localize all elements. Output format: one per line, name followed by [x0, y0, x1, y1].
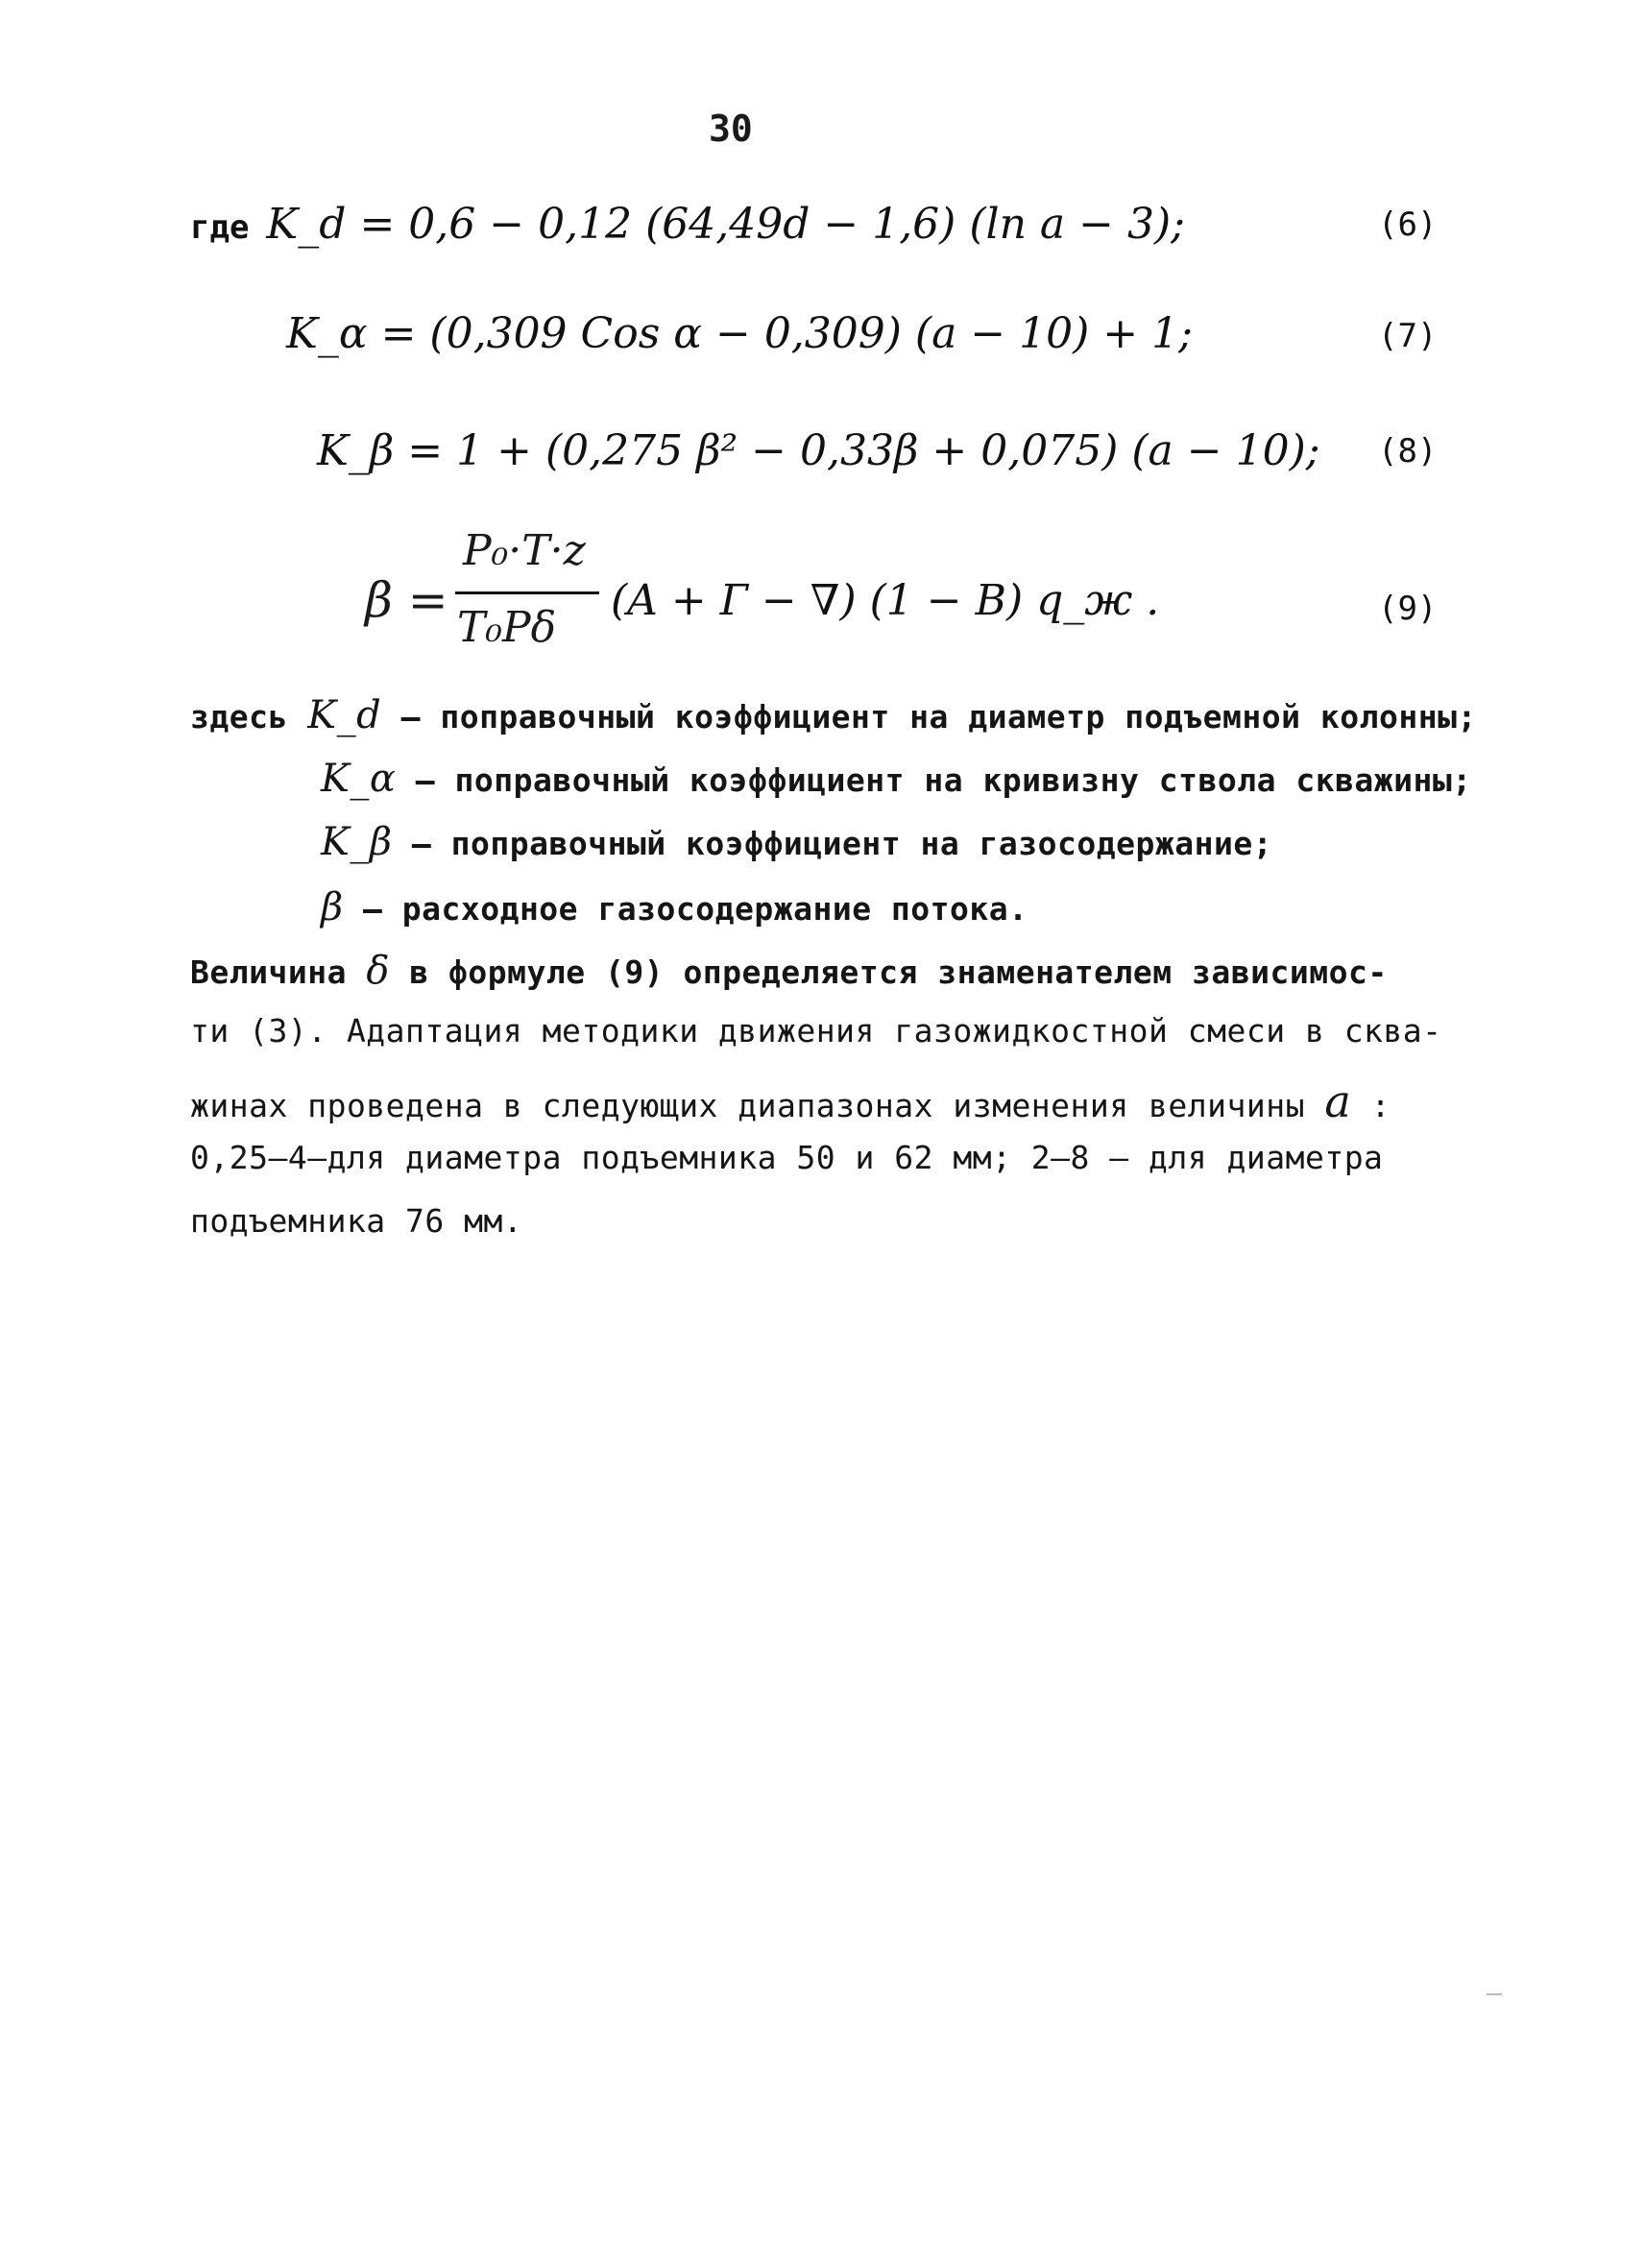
definition-symbol: K_d [307, 693, 382, 737]
equation-number-7: (7) [1378, 317, 1438, 355]
formula-7 [286, 309, 1193, 358]
definition-lead: здесь [190, 698, 288, 736]
definition-symbol: K_β [321, 820, 393, 864]
paragraph-line-2: ти (3). Адаптация методики движения газожидкостной смеси в сква- [190, 1012, 1442, 1050]
equation-number-9: (9) [1378, 590, 1438, 628]
equation-number-8: (8) [1378, 432, 1438, 470]
paragraph-line-5: подъемника 76 мм. [190, 1202, 523, 1240]
page-number: 30 [709, 108, 753, 150]
definition-symbol: β [321, 885, 344, 929]
formula-8 [317, 426, 1320, 475]
formula-expression: K_d = 0,6 − 0,12 (64,49d − 1,6) (ln a − 3); [266, 200, 1185, 249]
paragraph-symbol-a: a [1324, 1075, 1352, 1127]
paragraph-line-4: 0,25–4–для диаметра подъемника 50 и 62 мм; 2–8 – для диаметра [190, 1139, 1384, 1176]
formula-9-numerator: P₀·T·z [463, 526, 586, 575]
formula-9-rest: (A + Г − ∇) (1 − B) q_ж . [611, 576, 1160, 625]
paragraph-text: Величина [190, 953, 347, 991]
definition-kbeta [321, 820, 1272, 864]
paragraph-text: : [1370, 1087, 1391, 1124]
formula-expression: K_β = 1 + (0,275 β² − 0,33β + 0,075) (a − 10); [317, 426, 1320, 475]
definition-symbol: K_α [321, 757, 397, 801]
formula-9-fraction-line [455, 591, 599, 594]
definition-text: – поправочный коэффициент на кривизну ствола скважины; [415, 761, 1472, 799]
formula-lead: где [190, 208, 250, 247]
equation-number-6: (6) [1378, 205, 1438, 244]
paragraph-line-3 [190, 1075, 1391, 1127]
formula-9-denominator: T₀Pδ [457, 603, 557, 652]
formula-9-lhs: β = [365, 572, 448, 628]
paragraph-line-1 [190, 949, 1388, 993]
paragraph-symbol-delta: δ [366, 949, 390, 993]
formula-6 [190, 200, 1185, 249]
definition-kd [190, 693, 1477, 737]
definition-kalpha [321, 757, 1472, 801]
definition-beta [321, 885, 1028, 929]
paragraph-text: жинах проведена в следующих диапазонах изменения величины [190, 1087, 1305, 1124]
definition-text: – поправочный коэффициент на диаметр подъемной колонны; [400, 698, 1477, 736]
scan-speck [1487, 1993, 1502, 1995]
definition-text: – поправочный коэффициент на газосодержание; [411, 825, 1273, 862]
paragraph-text: в формуле (9) определяется знаменателем зависимос- [409, 953, 1388, 991]
definition-text: – расходное газосодержание потока. [363, 890, 1028, 928]
formula-expression: K_α = (0,309 Cos α − 0,309) (a − 10) + 1; [286, 309, 1193, 358]
